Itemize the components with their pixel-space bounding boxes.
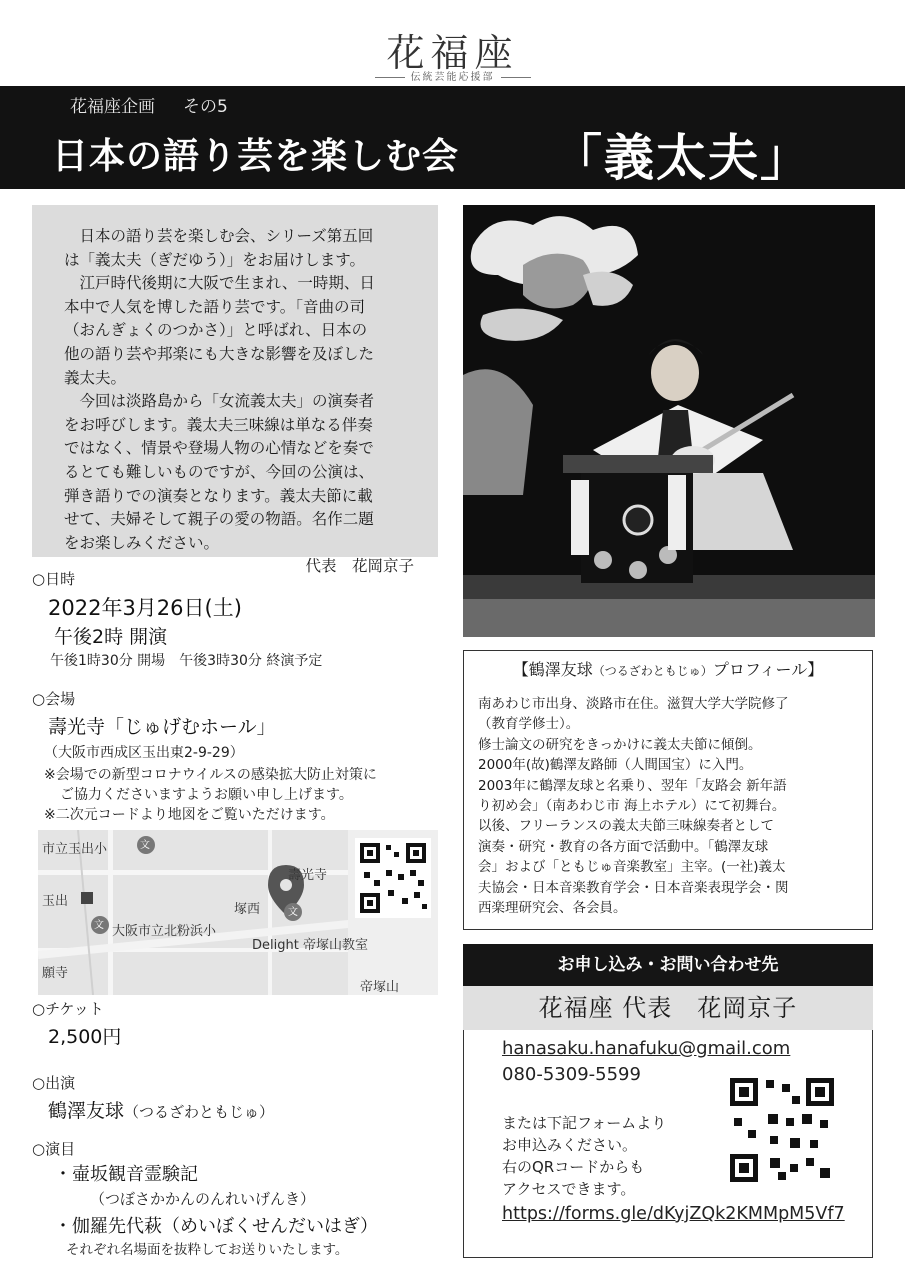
venue-name: 壽光寺「じゅげむホール」 <box>48 716 276 738</box>
venue-map[interactable] <box>38 830 438 995</box>
application-form-link[interactable]: https://forms.gle/dKyjZQk2KMMpM5Vf7 <box>502 1204 845 1224</box>
program-label: ○演目 <box>32 1140 76 1158</box>
contact-heading: お申し込み・お問い合わせ先 <box>463 944 873 986</box>
contact-box <box>463 1030 873 1258</box>
intro-text: 日本の語り芸を楽しむ会、シリーズ第五回 は「義太夫（ぎだゆう）」をお届けします。 江戸時代後期に大阪で生まれ、一時期、日 本中で人気を博した語り芸です。「音曲の司 （おんぎょくのつかさ）」と呼ばれ、日本の 他の語り芸や邦楽にも大きな影響を及ぼした 義太夫。 今回は淡路島から「女流義太夫」の演奏者 をお呼びします。義太夫三味線は単なる伴奏 ではなく、情景や登場人物の心情などを奏で るとても難しいものですが、今回の公演は、 弾き語りでの演奏となります。義太夫節に載 せて、夫婦そして親子の愛の物語。名作二題 をお楽しみください。 代表 花岡京子 <box>32 205 438 557</box>
date-label: ○日時 <box>32 570 76 588</box>
event-date: 2022年3月26日(土) <box>48 596 242 620</box>
contact-note: または下記フォームより お申込みください。 右のQRコードからも アクセスできます。 <box>502 1114 667 1198</box>
contact-email-link[interactable]: hanasaku.hanafuku@gmail.com <box>502 1038 791 1059</box>
performer-label: ○出演 <box>32 1074 76 1092</box>
school-icon: 文 <box>288 907 298 918</box>
map-label-tamade-elementary: 市立玉出小 <box>42 842 108 857</box>
contact-name: 花福座 代表 花岡京子 <box>463 986 873 1030</box>
qr-code-icon[interactable] <box>726 1074 838 1186</box>
title-banner <box>0 86 905 189</box>
program-item-1: ・壷坂観音霊験記 <box>54 1164 198 1185</box>
ticket-price: 2,500円 <box>48 1026 122 1048</box>
map-label-tamade: 玉出 <box>42 894 69 909</box>
covid-notice-2: ご協力くださいますようお願い申し上げます。 <box>60 787 353 803</box>
ticket-label: ○チケット <box>32 1000 104 1018</box>
venue-address: （大阪市西成区玉出東2-9-29） <box>44 745 244 761</box>
map-label-tsukanishi: 塚西 <box>234 902 261 917</box>
program-item-2: ・伽羅先代萩（めいぼくせんだいはぎ） <box>54 1216 378 1237</box>
logo: 花福座 <box>386 31 519 75</box>
signature: 代表 花岡京子 <box>305 557 414 576</box>
event-title-main: 「義太夫」 <box>552 129 812 187</box>
map-label-delight: Delight 帝塚山教室 <box>252 938 368 953</box>
program-item-1-reading: （つぼさかかんのんれいげんき） <box>90 1190 316 1208</box>
profile-title: 【鶴澤友球（つるざわともじゅ）プロフィール】 <box>512 660 824 679</box>
school-icon: 文 <box>140 840 150 851</box>
program-note: それぞれ名場面を抜粋してお送りいたします。 <box>66 1242 349 1258</box>
performer-photo <box>463 205 875 637</box>
map-label-jukoji: 壽光寺 <box>288 868 328 883</box>
event-start: 午後2時 開演 <box>54 626 168 648</box>
map-notice: ※二次元コードより地図をご覧いただけます。 <box>44 807 335 823</box>
event-times: 午後1時30分 開場 午後3時30分 終演予定 <box>50 653 323 669</box>
logo-subtitle: 伝統芸能応援部 <box>0 68 905 83</box>
map-label-kitakohama: 大阪市立北粉浜小 <box>112 924 217 939</box>
event-title: 日本の語り芸を楽しむ会 <box>52 136 460 177</box>
performer-name: 鶴澤友球（つるざわともじゅ） <box>48 1100 275 1122</box>
contact-phone: 080-5309-5599 <box>502 1064 641 1085</box>
series-label: 花福座企画 その5 <box>70 97 228 117</box>
map-label-tezukayama: 帝塚山 <box>360 980 400 995</box>
venue-label: ○会場 <box>32 690 76 708</box>
performer-profile: 【鶴澤友球（つるざわともじゅ）プロフィール】 南あわじ市出身、淡路市在住。滋賀大学大学院修了 （教育学修士）。 修士論文の研究をきっかけに義太夫節に傾倒。 2000年(故)鶴澤友路師（人間国宝）に入門。 2003年に鶴澤友球と名乗り、翌年「友路会 新年語 り初め会」（南あわじ市 海上ホテル）にて初舞台。 以後、フリーランスの義太夫節三味線奏者として 演奏・研究・教育の各方面で活動中。「鶴澤友球 会」および「ともじゅ音楽教室」主宰。(一社)義太 夫協会・日本音楽教育学会・日本音楽表現学会・関 西楽理研究会、各会員。 <box>463 650 873 930</box>
school-icon: 文 <box>94 920 104 931</box>
covid-notice: ※会場での新型コロナウイルスの感染拡大防止対策に <box>44 767 377 783</box>
map-label-temple: 願寺 <box>42 966 69 981</box>
